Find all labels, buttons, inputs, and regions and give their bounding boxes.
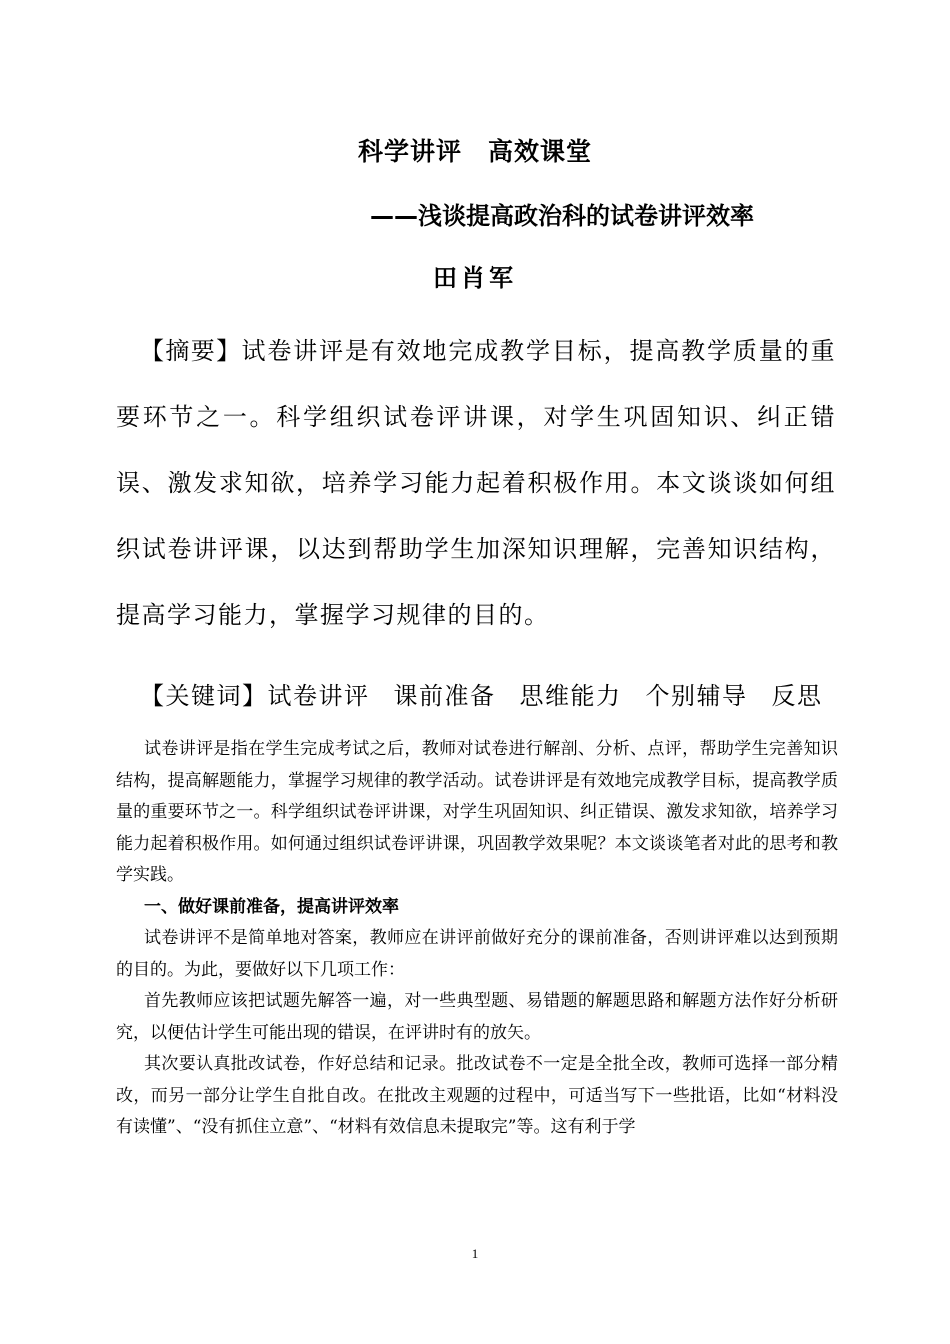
- keyword-item: 试卷讲评: [267, 682, 370, 710]
- page-number: 1: [471, 1246, 479, 1261]
- keyword-item: 个别辅导: [645, 682, 748, 710]
- body-paragraph: 首先教师应该把试题先解答一遍，对一些典型题、易错题的解题思路和解题方法作好分析研究，以便估计学生可能出现的错误，在评讲时有的放矢。: [116, 991, 838, 1043]
- keywords-line: [140, 676, 840, 711]
- body-paragraph: 试卷讲评不是简单地对答案，教师应在讲评前做好充分的课前准备，否则讲评难以达到预期的目的。为此，要做好以下几项工作：: [116, 928, 838, 980]
- keyword-item: 课前准备: [393, 682, 496, 710]
- keyword-item: 反思: [771, 682, 823, 710]
- intro-paragraph: 试卷讲评是指在学生完成考试之后，教师对试卷进行解剖、分析、点评，帮助学生完善知识结构，提高解题能力，掌握学习规律的教学活动。试卷讲评是有效地完成教学目标，提高教学质量的重要环节之一。科学组织试卷评讲课，对学生巩固知识、纠正错误、激发求知欲，培养学习能力起着积极作用。如何通过组织试卷评讲课，巩固教学效果呢？本文谈谈笔者对此的思考和教学实践。: [116, 739, 838, 885]
- abstract-label: 【摘要】: [140, 337, 242, 365]
- keyword-item: 思维能力: [519, 682, 622, 710]
- author-name: 田肖军: [433, 264, 517, 292]
- document-title: 科学讲评 高效课堂: [357, 137, 592, 166]
- keywords-label: 【关键词】: [140, 682, 268, 710]
- abstract-text: 试卷讲评是有效地完成教学目标，提高教学质量的重要环节之一。科学组织试卷评讲课，对学生巩固知识、纠正错误、激发求知欲，培养学习能力起着积极作用。本文谈谈如何组织试卷讲评课，以达到帮助学生加深知识理解，完善知识结构，提高学习能力，掌握学习规律的目的。: [116, 337, 837, 629]
- body-text: [116, 734, 838, 1144]
- document-subtitle: ——浅谈提高政治科的试卷讲评效率: [370, 202, 754, 230]
- section-heading: 一、做好课前准备，提高讲评效率: [144, 896, 399, 917]
- body-paragraph: 其次要认真批改试卷，作好总结和记录。批改试卷不一定是全批全改，教师可选择一部分精改，而另一部分让学生自批自改。在批改主观题的过程中，可适当写下一些批语，比如“材料没有读懂”、“没有抓住立意”、“材料有效信息未提取完”等。这有利于学: [116, 1054, 838, 1137]
- abstract-paragraph: [116, 318, 836, 648]
